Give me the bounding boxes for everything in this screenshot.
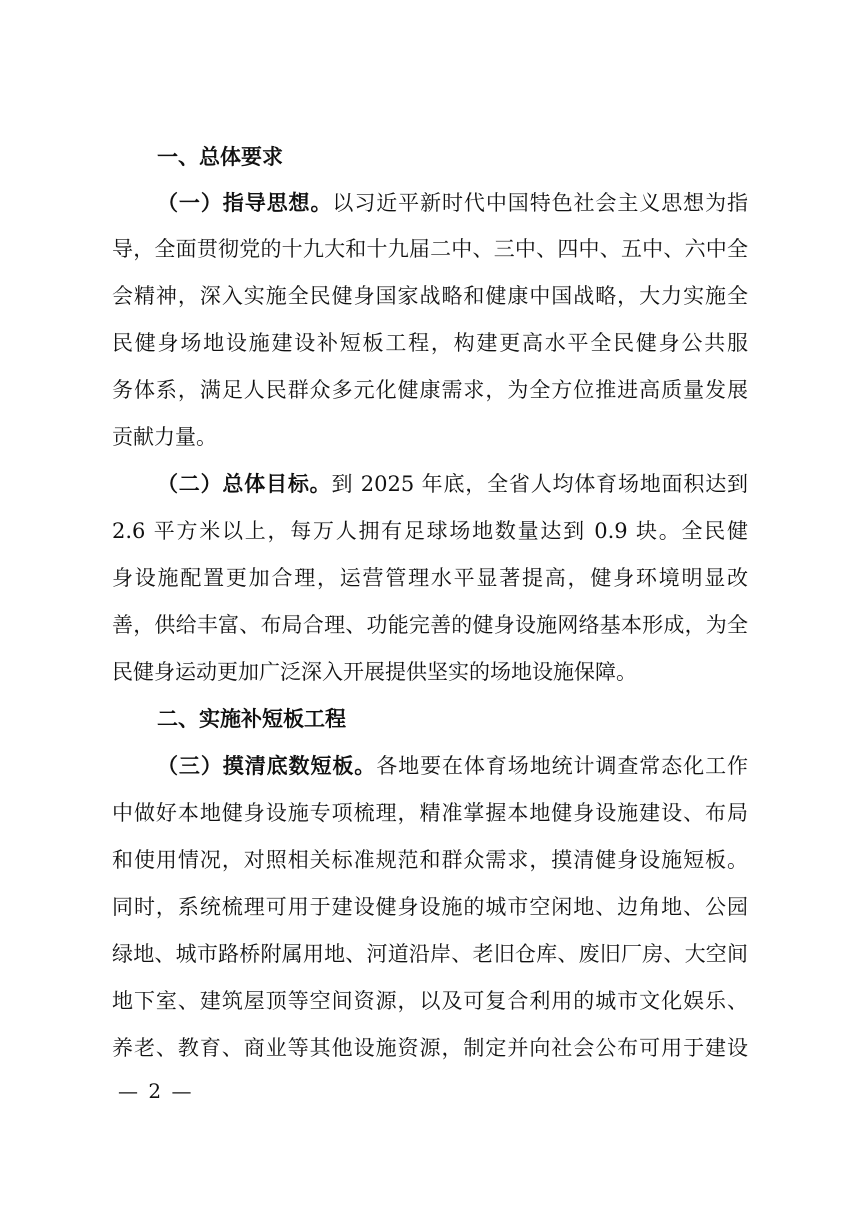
paragraph-lead: （一）指导思想。: [157, 191, 333, 215]
paragraph-line: 和使用情况，对照相关标准规范和群众需求，摸清健身设施短板。: [112, 848, 748, 872]
paragraph-lead: （三）摸清底数短板。: [157, 754, 377, 778]
paragraph-text: 到 2025 年底，全省人均体育场地面积达到: [331, 472, 748, 496]
paragraph-lead: （二）总体目标。: [157, 472, 332, 496]
paragraph-line: 民健身运动更加广泛深入开展提供坚实的场地设施保障。: [112, 660, 637, 684]
paragraph-text: 以习近平新时代中国特色社会主义思想为指: [332, 191, 749, 215]
paragraph-line: 贡献力量。: [112, 425, 217, 449]
paragraph-overall-goal-line-1: [157, 469, 748, 499]
paragraph-guiding-thought-line-1: [157, 188, 748, 218]
paragraph-line: 导，全面贯彻党的十九大和十九届二中、三中、四中、五中、六中全: [112, 237, 748, 261]
paragraph-line: 善，供给丰富、布局合理、功能完善的健身设施网络基本形成，为全: [112, 613, 748, 637]
section-heading-implementation: 二、实施补短板工程: [157, 707, 346, 731]
page-number: — 2 —: [118, 1079, 194, 1103]
paragraph-line: 务体系，满足人民群众多元化健康需求，为全方位推进高质量发展: [112, 378, 748, 402]
paragraph-line: 同时，系统梳理可用于建设健身设施的城市空闲地、边角地、公园: [112, 895, 748, 919]
paragraph-line: 会精神，深入实施全民健身国家战略和健康中国战略，大力实施全: [112, 284, 748, 308]
paragraph-line: 民健身场地设施建设补短板工程，构建更高水平全民健身公共服: [112, 331, 748, 355]
section-heading-overall-requirements: 一、总体要求: [157, 145, 283, 169]
paragraph-text: 各地要在体育场地统计调查常态化工作: [376, 754, 749, 778]
paragraph-survey-shortfalls-line-1: [157, 751, 748, 781]
paragraph-line: 身设施配置更加合理，运营管理水平显著提高，健身环境明显改: [112, 566, 748, 590]
paragraph-line: 地下室、建筑屋顶等空间资源，以及可复合利用的城市文化娱乐、: [112, 989, 748, 1013]
paragraph-line: 绿地、城市路桥附属用地、河道沿岸、老旧仓库、废旧厂房、大空间: [112, 942, 748, 966]
paragraph-line: 2.6 平方米以上，每万人拥有足球场地数量达到 0.9 块。全民健: [112, 519, 748, 543]
paragraph-line: 养老、教育、商业等其他设施资源，制定并向社会公布可用于建设: [112, 1036, 748, 1060]
paragraph-line: 中做好本地健身设施专项梳理，精准掌握本地健身设施建设、布局: [112, 801, 748, 825]
